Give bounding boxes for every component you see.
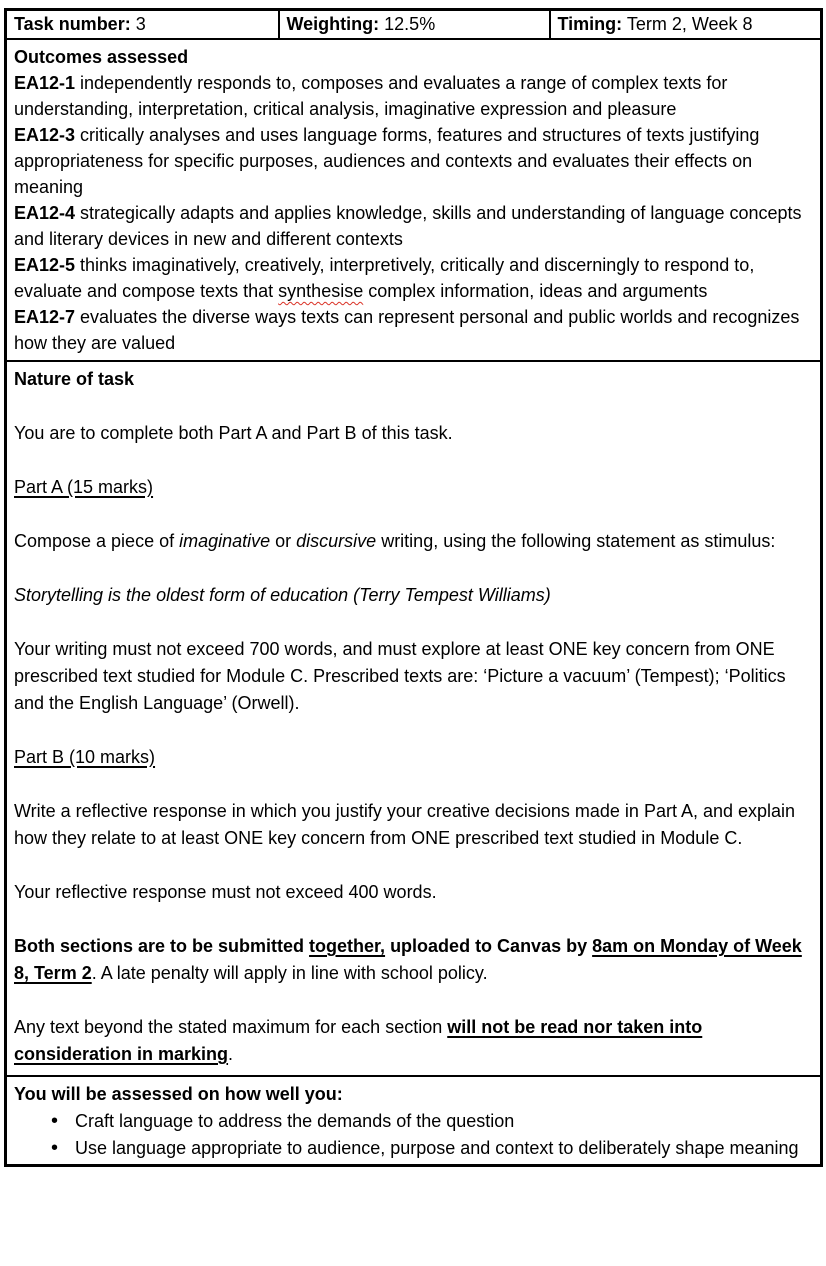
outcomes-row xyxy=(6,39,822,361)
task-number-label: Task number: xyxy=(14,14,131,34)
outcomes-heading: Outcomes assessed xyxy=(14,47,189,67)
nature-paragraph-part-a-limits: Your writing must not exceed 700 words, and must explore at least ONE key concern from ONE prescribed text studied for Module C. Prescribed texts are: ‘Picture a vacuum’ (Tempest); ‘Politics and the English Language’ (Orwell). xyxy=(14,639,786,713)
assessment-criteria-heading: You will be assessed on how well you: xyxy=(14,1084,343,1104)
outcome-item-ea12-3: EA12-3 critically analyses and uses language forms, features and structures of texts justifying appropriateness for specific purposes, audiences and contexts and evaluates their effects on meaning xyxy=(14,125,760,197)
nature-of-task-row xyxy=(6,361,822,1076)
weighting-label: Weighting: xyxy=(286,14,380,34)
criteria-bullet-craft-language: • Craft language to address the demands of the question xyxy=(14,1108,812,1135)
misspelled-word: synthesise xyxy=(278,281,364,301)
task-header-row xyxy=(6,10,822,40)
timing-label: Timing: xyxy=(557,14,623,34)
nature-paragraph-part-a-title: Part A (15 marks) xyxy=(14,477,154,497)
assessment-criteria-list xyxy=(14,1108,812,1162)
timing-cell xyxy=(550,10,822,40)
nature-paragraph-part-b-title: Part B (10 marks) xyxy=(14,747,156,767)
criteria-bullet-use-language: • Use language appropriate to audience, purpose and context to deliberately shape meaning xyxy=(14,1135,812,1162)
nature-paragraph-part-b-task: Write a reflective response in which you justify your creative decisions made in Part A, and explain how they relate to at least ONE key concern from ONE prescribed text studied in Module C. xyxy=(14,801,796,848)
weighting-cell xyxy=(279,10,550,40)
nature-of-task-cell xyxy=(6,361,822,1076)
nature-paragraph-stimulus-quote: Storytelling is the oldest form of education (Terry Tempest Williams) xyxy=(14,585,551,605)
assessment-task-table xyxy=(4,8,823,1167)
outcome-item-ea12-5: EA12-5 thinks imaginatively, creatively, interpretively, critically and discerningly to respond to, evaluate and compose texts that synthesise complex information, ideas and arguments xyxy=(14,255,755,301)
weighting-value: 12.5% xyxy=(379,14,436,34)
nature-of-task-heading: Nature of task xyxy=(14,369,135,389)
outcome-item-ea12-1: EA12-1 independently responds to, composes and evaluates a range of complex texts for understanding, interpretation, critical analysis, imaginative expression and pleasure xyxy=(14,73,728,119)
outcome-item-ea12-7: EA12-7 evaluates the diverse ways texts can represent personal and public worlds and recognizes how they are valued xyxy=(14,307,800,353)
outcome-item-ea12-4: EA12-4 strategically adapts and applies knowledge, skills and understanding of language concepts and literary devices in new and different contexts xyxy=(14,203,802,249)
assessment-criteria-row xyxy=(6,1076,822,1166)
nature-paragraph-submission: Both sections are to be submitted together, uploaded to Canvas by 8am on Monday of Week 8, Term 2. A late penalty will apply in line with school policy. xyxy=(14,936,802,983)
outcomes-cell xyxy=(6,39,822,361)
assessment-criteria-cell xyxy=(6,1076,822,1166)
nature-paragraph-part-b-limit: Your reflective response must not exceed 400 words. xyxy=(14,882,437,902)
nature-paragraph-part-a-task: Compose a piece of imaginative or discursive writing, using the following statement as stimulus: xyxy=(14,531,776,551)
nature-paragraph-overlength-warning: Any text beyond the stated maximum for each section will not be read nor taken into consideration in marking. xyxy=(14,1017,703,1064)
timing-value: Term 2, Week 8 xyxy=(622,14,753,34)
task-number-cell xyxy=(6,10,279,40)
task-number-value: 3 xyxy=(130,14,146,34)
nature-paragraph-intro: You are to complete both Part A and Part B of this task. xyxy=(14,423,453,443)
